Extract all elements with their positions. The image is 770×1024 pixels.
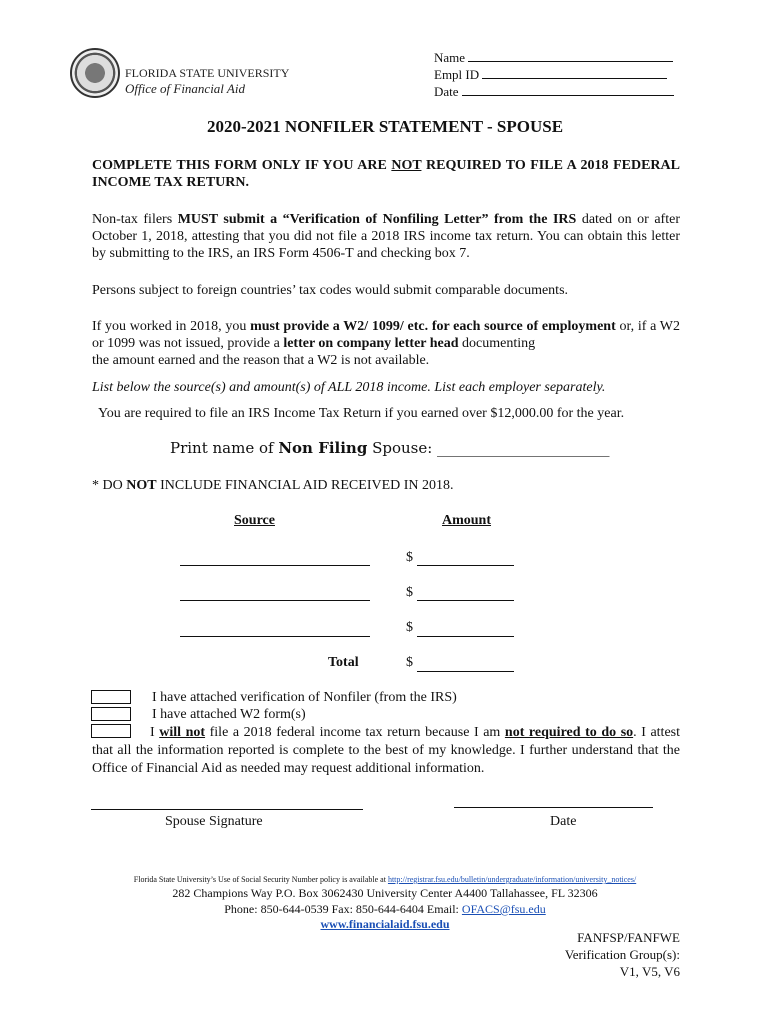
nontax-paragraph: Non-tax filers MUST submit a “Verification of Nonfiling Letter” from the IRS dated on or after October 1, 2018, attesting that you did not file a 2018 IRS income tax return. You can obtain this letter by submitting to the IRS, an IRS Form 4506-T and checking box 7. xyxy=(92,212,680,261)
footer-contact: Phone: 850-644-0539 Fax: 850-644-6404 Email: OFACS@fsu.edu xyxy=(224,902,546,916)
email-link[interactable]: OFACS@fsu.edu xyxy=(461,902,546,916)
amount-line-1 xyxy=(417,565,514,566)
w2-attached-label: I have attached W2 form(s) xyxy=(152,707,306,722)
website-link[interactable]: www.financialaid.fsu.edu xyxy=(320,917,450,931)
form-title: 2020-2021 NONFILER STATEMENT - SPOUSE xyxy=(206,117,564,136)
amount-header: Amount xyxy=(442,513,492,528)
required-note: You are required to file an IRS Income Tax Return if you earned over $12,000.00 for the year. xyxy=(98,406,625,421)
attestation-paragraph: I will not file a 2018 federal income tax return because I am not required to do so. I attest that all the information reported is complete to the best of my knowledge. I further understand that the Office of Financial Aid as needed may request additional information. xyxy=(92,725,680,776)
exclude-note: * DO NOT INCLUDE FINANCIAL AID RECEIVED IN 2018. xyxy=(92,478,454,493)
total-label: Total xyxy=(328,655,359,670)
form-code: FANFSP/FANFWE xyxy=(577,930,680,945)
date-field[interactable]: Date xyxy=(434,83,674,100)
ssn-policy-note: Florida State University’s Use of Social Security Number policy is available at http://registrar.fsu.edu/bulletin/undergraduate/information/university_notices/ xyxy=(133,875,637,884)
amount-line-3 xyxy=(417,636,514,637)
footer-address: 282 Champions Way P.O. Box 3062430 University Center A4400 Tallahassee, FL 32306 xyxy=(172,886,598,900)
office-name: Office of Financial Aid xyxy=(125,81,245,96)
amount-field-3[interactable]: $ xyxy=(406,620,413,635)
amount-line-2 xyxy=(417,600,514,601)
emplid-field[interactable]: Empl ID xyxy=(434,66,667,83)
name-field[interactable]: Name xyxy=(434,49,673,66)
nonfiler-verification-label: I have attached verification of Nonfiler (from the IRS) xyxy=(152,690,457,705)
amount-field-1[interactable]: $ xyxy=(406,550,413,565)
nonfiler-verification-checkbox[interactable] xyxy=(91,690,131,704)
spouse-signature-line[interactable] xyxy=(91,809,363,810)
signature-date-label: Date xyxy=(550,814,577,829)
verification-groups: V1, V5, V6 xyxy=(619,964,680,979)
ssn-policy-link[interactable]: http://registrar.fsu.edu/bulletin/undergraduate/information/university_notices/ xyxy=(387,875,637,884)
worked-paragraph: If you worked in 2018, you must provide a W2/ 1099/ etc. for each source of employment or, if a W2 or 1099 was not issued, provide a letter on company letter head documenting the amount earned and the reason that a W2 is not available. xyxy=(92,319,681,368)
list-note: List below the source(s) and amount(s) of ALL 2018 income. List each employer separately. xyxy=(92,380,606,395)
verification-groups-label: Verification Group(s): xyxy=(564,947,680,962)
spouse-name-field[interactable]: Print name of Non Filing Spouse: _______________________ xyxy=(170,439,610,457)
amount-field-2[interactable]: $ xyxy=(406,585,413,600)
complete-instruction: COMPLETE THIS FORM ONLY IF YOU ARE NOT REQUIRED TO FILE A 2018 FEDERAL INCOME TAX RETURN. xyxy=(92,158,680,190)
source-line-1[interactable] xyxy=(180,565,370,566)
spouse-signature-label: Spouse Signature xyxy=(165,814,263,829)
source-line-2[interactable] xyxy=(180,600,370,601)
total-amount-line xyxy=(417,671,514,672)
w2-attached-checkbox[interactable] xyxy=(91,707,131,721)
university-name: FLORIDA STATE UNIVERSITY xyxy=(125,66,290,80)
source-line-3[interactable] xyxy=(180,636,370,637)
university-logo xyxy=(125,66,289,96)
source-header: Source xyxy=(234,513,275,528)
total-amount-field[interactable]: $ xyxy=(406,655,413,670)
university-seal-icon xyxy=(70,48,120,98)
foreign-paragraph: Persons subject to foreign countries’ tax codes would submit comparable documents. xyxy=(92,283,569,298)
signature-date-line[interactable] xyxy=(454,807,653,808)
